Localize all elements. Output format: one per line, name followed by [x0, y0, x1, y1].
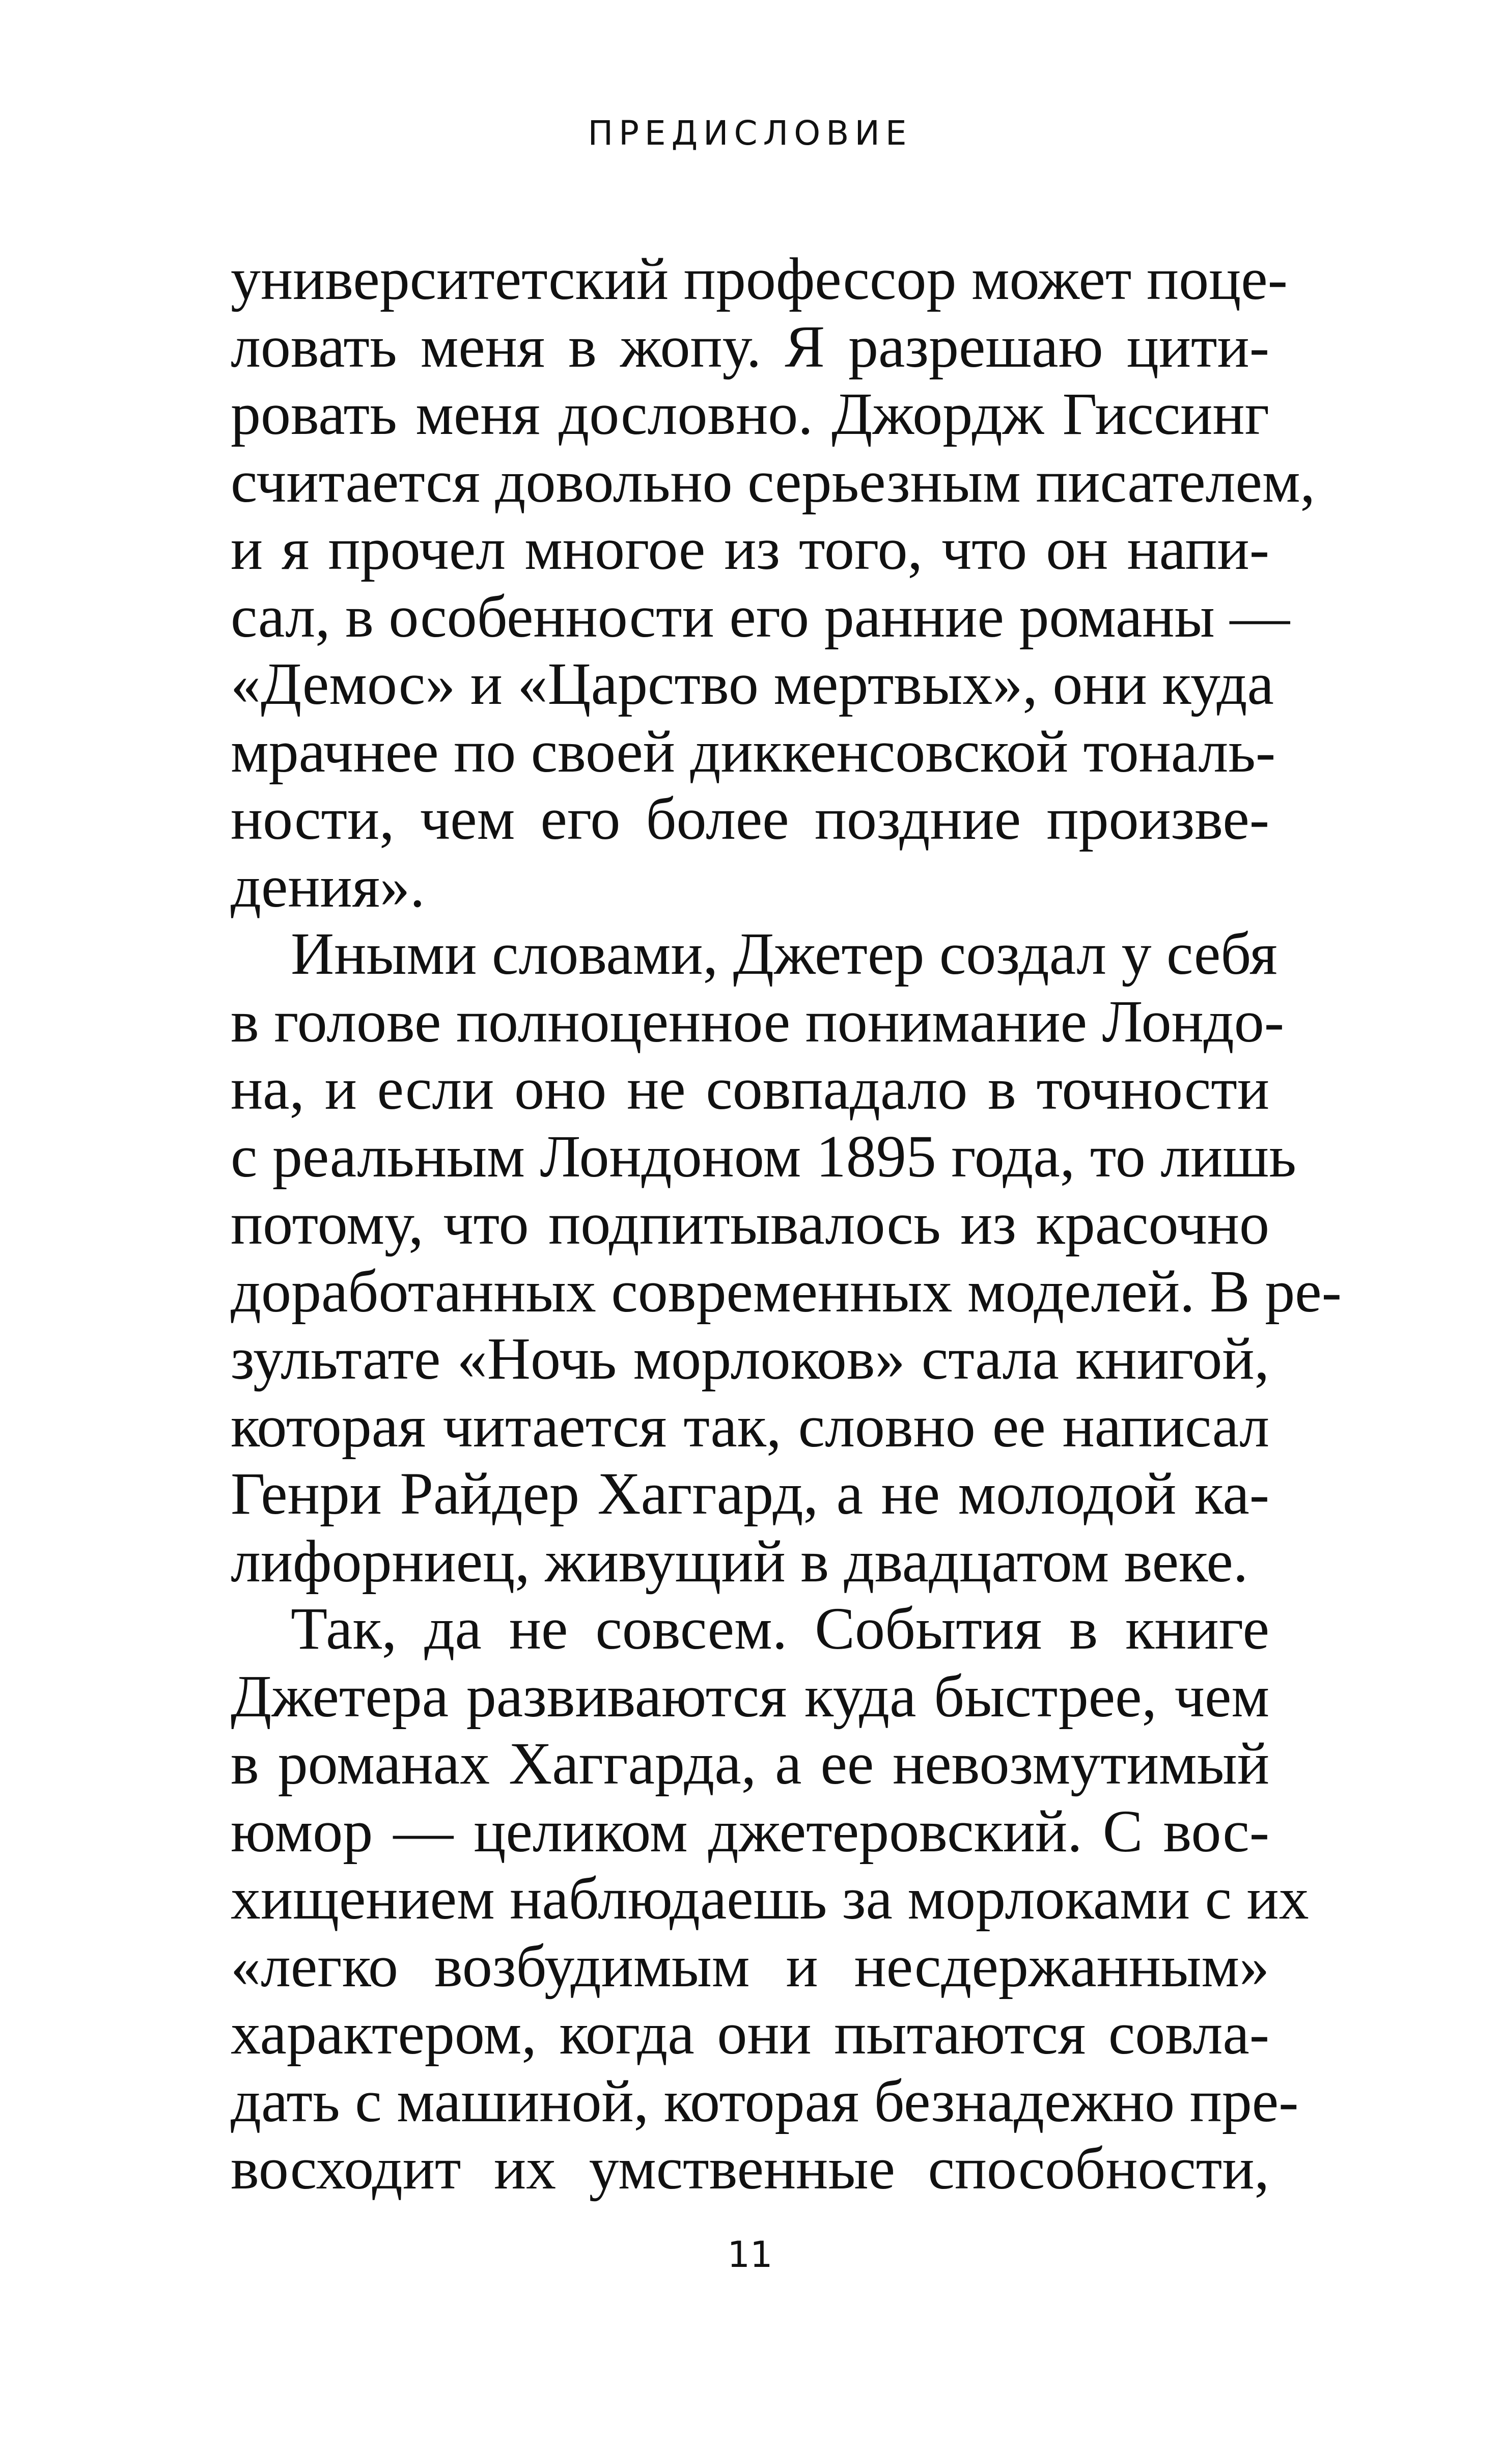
text-line: восходит их умственные способности,: [231, 2135, 1269, 2202]
text-line: Генри Райдер Хаггард, а не молодой ка-: [231, 1460, 1269, 1527]
text-line: хищением наблюдаешь за морлоками с их: [231, 1865, 1309, 1932]
text-line: университетский профессор может поце-: [231, 245, 1288, 312]
text-line: в голове полноценное понимание Лондо-: [231, 988, 1285, 1055]
text-line: ности, чем его более поздние произве-: [231, 785, 1269, 852]
text-line: ловать меня в жопу. Я разрешаю цити-: [231, 313, 1269, 380]
text-line: лифорниец, живущий в двадцатом веке.: [231, 1527, 1248, 1595]
paragraph: [231, 245, 1315, 920]
text-line: «Демос» и «Царство мертвых», они куда: [231, 650, 1274, 717]
paragraph: [231, 920, 1342, 1595]
text-line: характером, когда они пытаются совла-: [231, 2000, 1269, 2067]
text-line: ровать меня дословно. Джордж Гиссинг: [231, 380, 1269, 447]
paragraph: [231, 1595, 1309, 2203]
text-line: в романах Хаггарда, а ее невозмутимый: [231, 1730, 1269, 1797]
text-line: зультате «Ночь морлоков» стала книгой,: [231, 1325, 1269, 1392]
text-line: считается довольно серьезным писателем,: [231, 448, 1315, 515]
page-number: 11: [727, 2234, 773, 2276]
text-line: доработанных современных моделей. В ре-: [231, 1257, 1342, 1325]
text-line: мрачнее по своей диккенсовской тональ-: [231, 718, 1276, 785]
text-line: дения».: [231, 853, 425, 920]
text-line: Иными словами, Джетер создал у себя: [291, 920, 1277, 987]
body-text: [231, 245, 1342, 2203]
text-line: Так, да не совсем. События в книге: [291, 1595, 1269, 1662]
running-head: ПРЕДИСЛОВИЕ: [588, 114, 912, 153]
text-line: юмор — целиком джетеровский. С вос-: [231, 1797, 1269, 1865]
text-line: и я прочел многое из того, что он напи-: [231, 515, 1269, 582]
text-line: сал, в особенности его ранние романы —: [231, 583, 1290, 650]
text-line: потому, что подпитывалось из красочно: [231, 1190, 1269, 1257]
text-line: которая читается так, словно ее написал: [231, 1392, 1269, 1460]
text-line: Джетера развиваются куда быстрее, чем: [231, 1662, 1269, 1730]
text-line: с реальным Лондоном 1895 года, то лишь: [231, 1123, 1296, 1190]
text-line: «легко возбудимым и несдержанным»: [231, 1932, 1269, 2000]
text-line: на, и если оно не совпадало в точности: [231, 1055, 1269, 1122]
text-line: дать с машиной, которая безнадежно пре-: [231, 2067, 1299, 2134]
